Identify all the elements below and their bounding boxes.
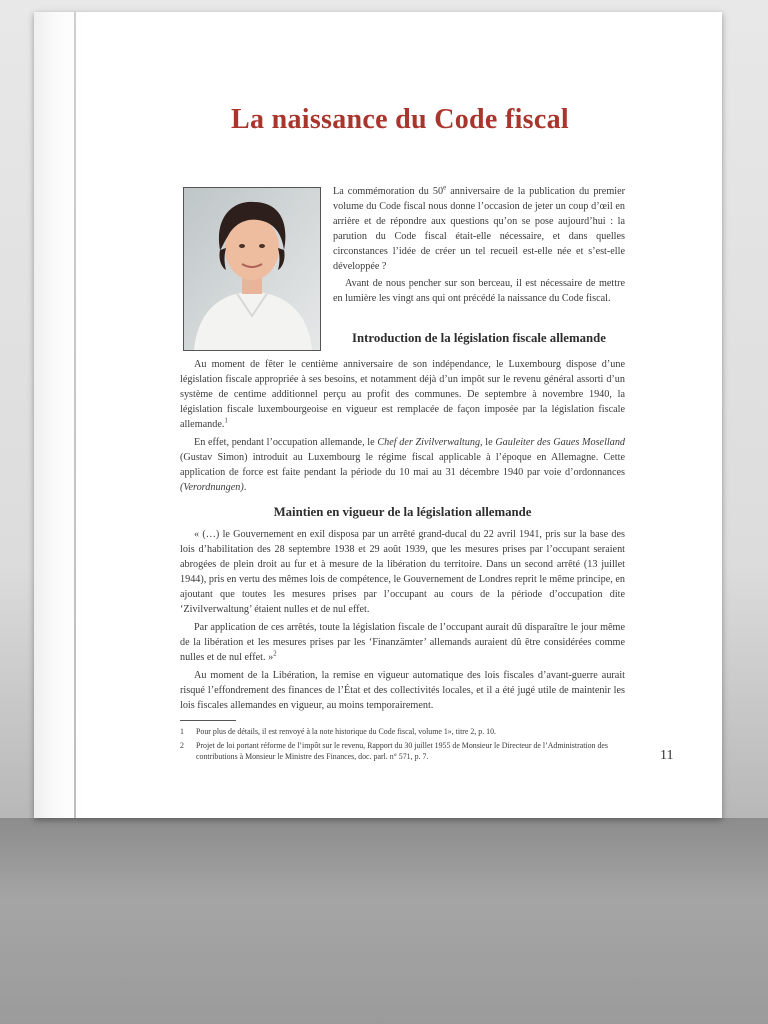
body-paragraph [180,620,625,665]
body-paragraph [180,435,625,495]
page-title: La naissance du Code fiscal [231,104,569,135]
footnote-divider [180,720,236,721]
footnote [180,740,625,762]
intro-paragraph: Avant de nous pencher sur son berceau, il est nécessaire de mettre en lumière les vingt ans qui ont précédé la naissance du Code fiscal. [333,278,625,304]
portrait-photo [183,187,321,351]
intro-text [333,184,625,306]
footnote-ref: 2 [273,649,277,658]
italic-term: Gauleiter des Gaues Moselland [495,437,626,448]
section-heading: Maintien en vigueur de la législation allemande [273,505,532,519]
footnote-text: Pour plus de détails, il est renvoyé à la note historique du Code fiscal, volume 1», titre 2, p. 10. [196,727,497,736]
footnote-ref: 1 [224,416,228,425]
section-body [180,357,625,495]
body-text: Au moment de fêter le centième anniversaire de son indépendance, le Luxembourg dispose d’une législation fiscale appropriée à ses besoins, et notamment déjà d’un impôt sur le revenu général assorti d’un système de centime additionnel perçu au profit des communes. De septembre à novembre 1940, la législation fiscale luxembourgeoise en vigueur est remplacée de façon imposée par la législation fiscale allemande. [180,359,625,430]
footnote-text: Projet de loi portant réforme de l’impôt sur le revenu, Rapport du 30 juillet 1955 de Monsieur le Directeur de l’Administration des contributions à Monsieur le Ministre des Finances, doc. parl. n° 571, p. 7. [196,741,608,761]
scan-shadow-area [0,818,768,1024]
body-paragraph: « (…) le Gouvernement en exil disposa par un arrêté grand-ducal du 22 avril 1941, pris sur la base des lois d’habilitation des 28 septembre 1938 et 29 août 1939, que les mesures prises par l’occupant seraient abrogées de plein droit au fur et à mesure de la libération du territoire. Dans un second arrêté (13 juillet 1944), pris en vertu des mêmes lois de compétence, le Gouvernement de Londres reprit le même principe, en ajoutant que toutes les mesures prises par l’occupant au cours de la période d’occupation dite ‘Zivilverwaltung’ étaient nulles et de nul effet. [180,529,625,615]
footnotes [180,726,625,765]
footnote [180,726,625,737]
body-text: . [243,482,247,493]
intro-text-part: La commémoration du 50 [333,186,444,197]
body-text: Par application de ces arrêtés, toute la législation fiscale de l’occupant aurait dû disparaître le jour même de la libération et les mesures prises par les ‘Finanzämter’ allemands auraient dû être considérées comme nulles et de nul effet. » [180,622,625,663]
intro-paragraph [333,184,625,274]
italic-term: Chef der Zivilverwaltung [377,437,481,448]
body-paragraph [180,357,625,432]
book-spine-line [74,12,76,818]
italic-term: (Verordnungen) [180,482,244,493]
body-paragraph: Au moment de la Libération, la remise en vigueur automatique des lois fiscales d’avant-guerre aurait risqué l’effondrement des finances de l’État et des collectivités locales, et il a été jugé utile de maintenir les lois fiscales allemandes en vigueur, au moins temporairement. [180,670,625,711]
footnote-number: 2 [180,741,184,750]
intro-text-part: anniversaire de la publication du premier volume du Code fiscal nous donne l’occasion de jeter un coup d’œil en arrière et de répondre aux questions qu’on se pose aujourd’hui : la parution du Code fiscal était-elle nécessaire, et dans quelles circonstances l’idée de créer un tel recueil est-elle née et s’est-elle développée ? [333,186,625,272]
footnote-number: 1 [180,727,184,736]
page-number: 11 [660,748,674,763]
ordinal-superscript: e [443,183,447,192]
portrait-illustration [184,188,320,350]
body-text: (Gustav Simon) introduit au Luxembourg le régime fiscal applicable à l’époque en Allemagne. Cette application de force est faite pendant la période du 10 mai au 31 décembre 1940 par voie d’ordonnances [180,452,625,478]
section-heading: Introduction de la législation fiscale allemande [352,331,606,345]
section-body [180,527,625,713]
body-text: , le [480,437,496,448]
body-text: En effet, pendant l’occupation allemande, le [194,437,378,448]
page-fold-shading [34,12,86,818]
